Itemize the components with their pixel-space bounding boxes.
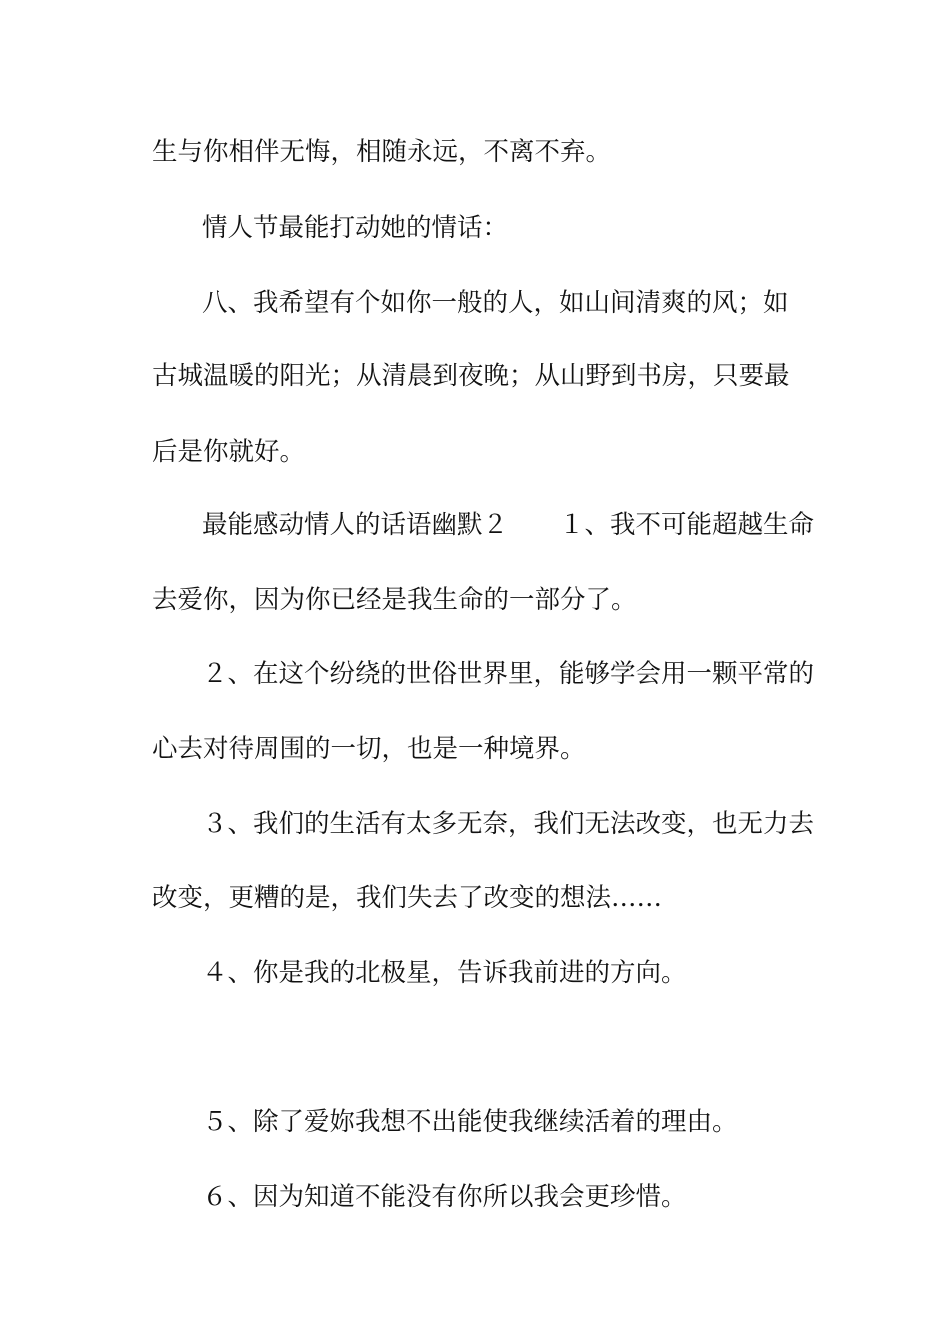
text-line-1: 生与你相伴无悔，相随永远，不离不弃。 [152, 137, 612, 167]
text-line-7: 去爱你，因为你已经是我生命的一部分了。 [152, 585, 637, 615]
text-line-13: ５、除了爱妳我想不出能使我继续活着的理由。 [202, 1107, 738, 1137]
text-line-4: 古城温暖的阳光；从清晨到夜晚；从山野到书房，只要最 [152, 361, 790, 391]
text-line-8: ２、在这个纷绕的世俗世界里，能够学会用一颗平常的 [202, 659, 815, 689]
text-line-3: 八、我希望有个如你一般的人，如山间清爽的风；如 [202, 288, 789, 318]
text-line-2: 情人节最能打动她的情话： [202, 213, 509, 243]
text-line-14: ６、因为知道不能没有你所以我会更珍惜。 [202, 1182, 687, 1212]
text-line-11: 改变，更糟的是，我们失去了改变的想法…… [152, 883, 663, 913]
text-line-5: 后是你就好。 [152, 437, 306, 467]
text-line-12: ４、你是我的北极星，告诉我前进的方向。 [202, 958, 687, 988]
text-line-9: 心去对待周围的一切，也是一种境界。 [152, 734, 586, 764]
text-line-6: 最能感动情人的话语幽默２ １、我不可能超越生命 [202, 510, 815, 540]
text-line-10: ３、我们的生活有太多无奈，我们无法改变，也无力去 [202, 809, 815, 839]
